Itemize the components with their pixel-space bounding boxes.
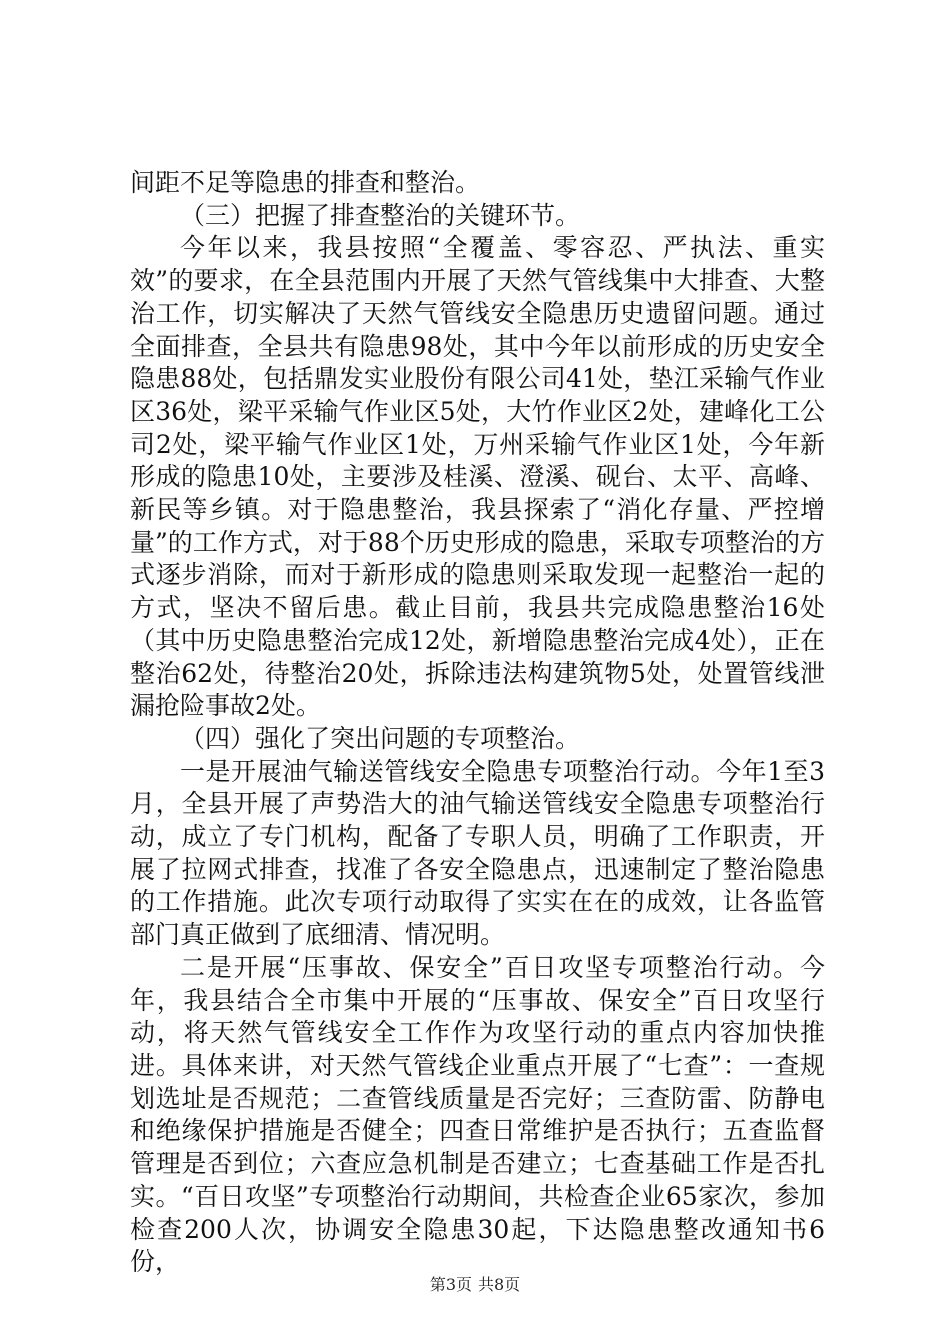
paragraph-special-action-2: 二是开展“压事故、保安全”百日攻坚专项整治行动。今年，我县结合全市集中开展的“压事故、保安全”百日攻坚行动，将天然气管线安全工作作为攻坚行动的重点内容加快推进。具体来讲，对天然气管线企业重点开展了“七查”：一查规划选址是否规范；二查管线质量是否完好；三查防雷、防静电和绝缘保护措施是否健全；四查日常维护是否执行；五查监督管理是否到位；六查应急机制是否建立；七查基础工作是否扎实。“百日攻坚”专项整治行动期间，共检查企业65家次，参加检查200人次，协调安全隐患30起，下达隐患整改通知书6份， <box>130 952 825 1277</box>
page-number: 第3页 <box>429 1275 472 1294</box>
paragraph-special-action-1: 一是开展油气输送管线安全隐患专项整治行动。今年1至3月，全县开展了声势浩大的油气输送管线安全隐患专项整治行动，成立了专门机构，配备了专职人员，明确了工作职责，开展了拉网式排查，找准了各安全隐患点，迅速制定了整治隐患的工作措施。此次专项行动取得了实实在在的成效，让各监管部门真正做到了底细清、情况明。 <box>130 756 825 950</box>
page-total: 共8页 <box>478 1275 521 1294</box>
paragraph-continuation: 间距不足等隐患的排查和整治。 <box>130 168 481 197</box>
paragraph-investigation: 今年以来，我县按照“全覆盖、零容忍、严执法、重实效”的要求，在全县范围内开展了天然气管线集中大排查、大整治工作，切实解决了天然气管线安全隐患历史遗留问题。通过全面排查，全县共有隐患98处，其中今年以前形成的历史安全隐患88处，包括鼎发实业股份有限公司41处，垫江采输气作业区36处，梁平采输气作业区5处，大竹作业区2处，建峰化工公司2处，梁平输气作业区1处，万州采输气作业区1处，今年新形成的隐患10处，主要涉及桂溪、澄溪、砚台、太平、高峰、新民等乡镇。对于隐患整治，我县探索了“消化存量、严控增量”的工作方式，对于88个历史形成的隐患，采取专项整治的方式逐步消除，而对于新形成的隐患则采取发现一起整治一起的方式，坚决不留后患。截止目前，我县共完成隐患整治16处（其中历史隐患整治完成12处，新增隐患整治完成4处），正在整治62处，待整治20处，拆除违法构建筑物5处，处置管线泄漏抢险事故2处。 <box>130 233 825 721</box>
section-heading-4: （四）强化了突出问题的专项整治。 <box>180 723 581 753</box>
document-body <box>130 167 825 1279</box>
section-heading-3: （三）把握了排查整治的关键环节。 <box>180 200 581 230</box>
page-footer <box>0 1272 950 1295</box>
